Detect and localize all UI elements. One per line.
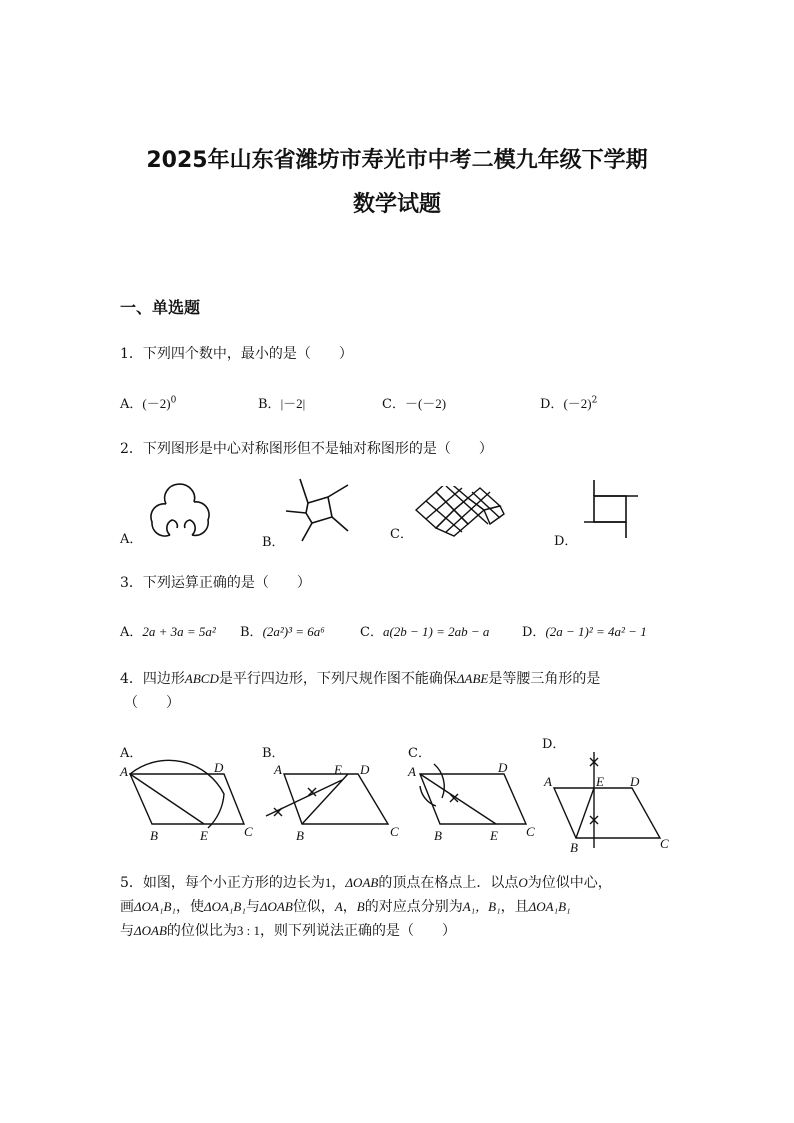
- cloud-right-curl: [185, 520, 196, 535]
- q5-text: 与: [245, 899, 260, 915]
- label-a: A: [544, 774, 552, 789]
- q4-option-a-label: A．: [120, 746, 143, 761]
- q5-text: ，且: [500, 899, 529, 915]
- label-a: A: [408, 764, 416, 779]
- q2-option-c-label: C．: [390, 527, 413, 542]
- q5-text: 的位似比为: [166, 923, 237, 939]
- label-c: C: [390, 824, 399, 839]
- label-e: E: [334, 762, 342, 777]
- question-1-stem: 1．下列四个数中，最小的是（ ）: [120, 346, 353, 362]
- label-d: D: [630, 774, 640, 789]
- q5-text: 的对应点分别为: [364, 899, 463, 915]
- q5-ratio: 3 : 1: [236, 923, 261, 938]
- page-title: 2025年山东省潍坊市寿光市中考二模九年级下学期: [146, 148, 648, 173]
- q3-option-a: [120, 621, 216, 640]
- label-d: D: [360, 762, 370, 777]
- page-subtitle: 数学试题: [352, 192, 441, 217]
- label-b: B: [150, 828, 158, 843]
- question-5-line-3: [120, 920, 456, 940]
- label-c: C: [526, 824, 535, 839]
- option-letter: C．: [382, 397, 405, 412]
- option-letter: D．: [522, 625, 546, 640]
- option-expr: (－2): [563, 396, 592, 411]
- question-5-line-2: [120, 896, 571, 916]
- option-expr: |－2|: [280, 396, 306, 411]
- q5-text: 5．如图，每个小正方形的边长为: [120, 875, 325, 891]
- q1-option-a: [120, 393, 176, 412]
- q4-figure-c: [406, 758, 546, 844]
- cloud-left-curl: [167, 520, 178, 535]
- q2-option-b-label: B．: [262, 535, 285, 550]
- label-a: A: [120, 764, 128, 779]
- option-exponent: 2: [591, 395, 598, 406]
- q5-text: ，: [342, 899, 357, 915]
- label-e: E: [200, 828, 208, 843]
- q2-square-hooks-figure: [582, 478, 646, 542]
- option-expr: a(2b − 1) = 2ab − a: [382, 624, 490, 639]
- q4-figure-d: [540, 748, 680, 856]
- q3-option-b: [240, 621, 325, 640]
- q5-one: 1: [324, 875, 332, 890]
- q5-text: 为位似中心，: [527, 875, 612, 891]
- q2-cloud-figure: [142, 480, 222, 540]
- q5-tri: ΔOA₁B₁: [528, 899, 571, 914]
- q4-figure-a: [118, 758, 258, 844]
- q5-tri: ΔOA₁B₁: [134, 899, 176, 914]
- option-letter: A．: [120, 625, 143, 640]
- q4-option-b-label: B．: [262, 746, 285, 761]
- label-c: C: [660, 836, 669, 851]
- option-expr: (－2): [142, 396, 171, 411]
- q4-text: 是等腰三角形的是: [488, 671, 601, 687]
- question-4-stem: [120, 668, 600, 688]
- option-expr: －(－2): [404, 396, 447, 411]
- option-expr: (2a²)³ = 6a⁶: [262, 624, 325, 639]
- q4-option-d-label: D．: [542, 737, 566, 752]
- q4-paren: （ ）: [124, 695, 180, 711]
- q5-tri: ΔOAB: [134, 923, 167, 938]
- q5-text: ，使: [175, 899, 204, 915]
- q4-option-c-label: C．: [408, 746, 431, 761]
- q2-option-d-label: D．: [554, 534, 578, 549]
- option-letter: C．: [360, 625, 383, 640]
- q3-option-c: [360, 621, 489, 640]
- label-b: B: [570, 840, 578, 855]
- q5-text: 的顶点在格点上．以点: [378, 875, 519, 891]
- label-e: E: [596, 774, 604, 789]
- question-5-line-1: [120, 872, 612, 892]
- q5-text: 画: [120, 899, 134, 915]
- question-2-stem: 2．下列图形是中心对称图形但不是轴对称图形的是（ ）: [120, 441, 493, 457]
- question-3-stem: 3．下列运算正确的是（ ）: [120, 575, 311, 591]
- q4-text: 是平行四边形，下列尺规作图不能确保: [218, 671, 457, 687]
- label-a: A: [274, 762, 282, 777]
- label-d: D: [214, 760, 224, 775]
- label-d: D: [498, 760, 508, 775]
- label-b: B: [434, 828, 442, 843]
- q5-tri: ΔOAB: [345, 875, 379, 890]
- q5-a: A: [334, 899, 343, 914]
- q2-lattice-figure: [412, 486, 506, 538]
- option-letter: B．: [258, 397, 281, 412]
- q4-text: 4．四边形: [120, 671, 185, 687]
- q1-option-c: [382, 393, 446, 412]
- option-expr: (2a − 1)² = 4a² − 1: [545, 624, 647, 639]
- q5-text: 与: [120, 923, 134, 939]
- q2-pinwheel-figure: [282, 475, 354, 545]
- q5-tri: ΔOA₁B₁: [203, 899, 246, 914]
- option-letter: A．: [120, 397, 143, 412]
- option-exponent: 0: [170, 395, 177, 406]
- option-letter: D．: [540, 397, 564, 412]
- q2-option-a-label: A．: [120, 532, 143, 547]
- q4-abe: ΔABE: [456, 671, 489, 686]
- q5-text: ，: [331, 875, 346, 891]
- q4-figure-b: [262, 758, 408, 844]
- q3-option-d: [522, 621, 647, 640]
- q5-o: O: [518, 875, 528, 890]
- option-expr: 2a + 3a = 5a²: [142, 624, 216, 639]
- q5-points: A₁，B₁: [462, 899, 501, 914]
- option-letter: B．: [240, 625, 263, 640]
- label-b: B: [296, 828, 304, 843]
- q5-text: 位似，: [292, 899, 335, 915]
- label-e: E: [490, 828, 498, 843]
- q5-tri: ΔOAB: [259, 899, 293, 914]
- label-c: C: [244, 824, 253, 839]
- section-heading: 一、单选题: [120, 298, 201, 317]
- q5-text: ，则下列说法正确的是（ ）: [260, 923, 457, 939]
- pinwheel-center: [306, 497, 332, 523]
- q1-option-b: [258, 393, 305, 412]
- cloud-top-arc: [165, 484, 195, 504]
- q4-abcd: ABCD: [184, 671, 219, 686]
- q1-option-d: [540, 393, 597, 412]
- q5-b: B: [356, 899, 365, 914]
